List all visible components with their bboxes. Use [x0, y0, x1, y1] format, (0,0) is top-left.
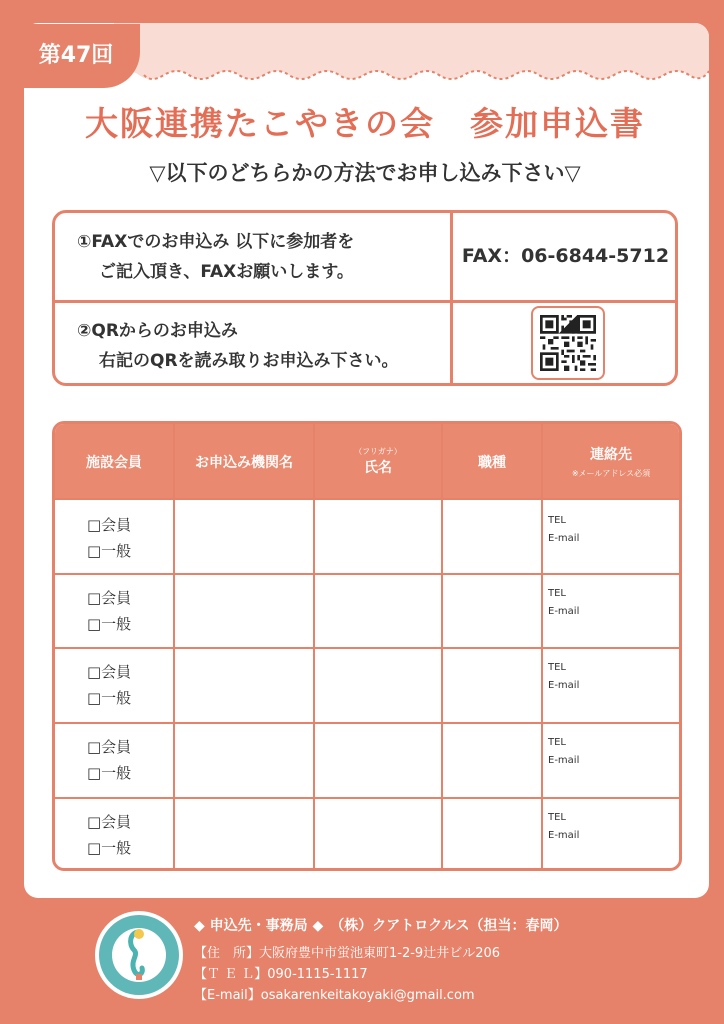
divider: [55, 300, 675, 303]
header-member-type-label: 施設会員: [86, 454, 142, 471]
checkbox-general[interactable]: □一般: [87, 689, 132, 707]
fax-method-text: [77, 227, 437, 287]
fax-method-line1: ①FAXでのお申込み 以下に参加者を: [77, 232, 355, 252]
qr-method-line2: 右記のQRを読み取りお申込み下さい。: [99, 351, 399, 371]
header-occupation-label: 職種: [478, 454, 506, 471]
email-label: E-mail: [548, 755, 580, 766]
table-header: [55, 424, 679, 499]
footer-email[interactable]: 【E-mail】osakarenkeitakoyaki@gmail.com: [194, 988, 475, 1003]
checkbox-member[interactable]: □会員: [87, 738, 132, 756]
footer-address: 【住 所】大阪府豊中市蛍池東町1-2-9辻井ビル206: [194, 946, 501, 961]
table-row: [55, 573, 679, 646]
qr-code-icon[interactable]: [540, 315, 596, 371]
email-label: E-mail: [548, 680, 580, 691]
table-row: [55, 498, 679, 571]
header-contact-note: ※メールアドレス必須: [571, 469, 651, 478]
fax-method-line2: ご記入頂き、FAXお願いします。: [99, 262, 354, 282]
qr-code-frame[interactable]: [531, 306, 605, 380]
checkbox-general[interactable]: □一般: [87, 615, 132, 633]
registration-table: [52, 421, 682, 871]
application-methods: [52, 210, 678, 386]
checkbox-member[interactable]: □会員: [87, 813, 132, 831]
tel-label: TEL: [548, 812, 566, 823]
page-title: 大阪連携たこやきの会 参加申込書: [85, 104, 645, 143]
tel-label: TEL: [548, 662, 566, 673]
header-organization-label: お申込み機関名: [195, 454, 293, 471]
fax-number: FAX：06-6844-5712: [461, 245, 670, 267]
header-name-ruby: （フリガナ）: [354, 447, 402, 456]
column-divider: [541, 424, 543, 868]
takoyaki-logo-icon: [94, 910, 184, 1000]
column-divider: [173, 424, 175, 868]
tel-label: TEL: [548, 588, 566, 599]
checkbox-member[interactable]: □会員: [87, 589, 132, 607]
header-name: [315, 424, 441, 499]
footer-tel: 【Ｔ Ｅ Ｌ】090-1115-1117: [194, 967, 368, 982]
table-row: [55, 647, 679, 720]
email-label: E-mail: [548, 533, 580, 544]
email-label: E-mail: [548, 606, 580, 617]
checkbox-general[interactable]: □一般: [87, 542, 132, 560]
header-occupation: [443, 424, 541, 499]
checkbox-general[interactable]: □一般: [87, 839, 132, 857]
column-divider: [313, 424, 315, 868]
checkbox-member[interactable]: □会員: [87, 516, 132, 534]
header-organization: [175, 424, 313, 499]
page-subtitle: ▽以下のどちらかの方法でお申し込み下さい▽: [149, 161, 581, 185]
header-member-type: [55, 424, 173, 499]
issue-number: 第47回: [38, 43, 114, 68]
footer-heading: ◆ 申込先・事務局 ◆ （株）クアトロクルス（担当：春岡）: [194, 918, 568, 934]
checkbox-general[interactable]: □一般: [87, 764, 132, 782]
column-divider: [441, 424, 443, 868]
table-row: [55, 722, 679, 795]
qr-method-line1: ②QRからのお申込み: [77, 321, 238, 341]
header-name-label: 氏名: [364, 460, 392, 476]
qr-method-text: [77, 316, 437, 376]
email-label: E-mail: [548, 830, 580, 841]
checkbox-member[interactable]: □会員: [87, 663, 132, 681]
tel-label: TEL: [548, 515, 566, 526]
header-contact-label: 連絡先: [590, 447, 632, 463]
header-contact: [543, 424, 679, 499]
table-row: [55, 797, 679, 870]
tel-label: TEL: [548, 737, 566, 748]
